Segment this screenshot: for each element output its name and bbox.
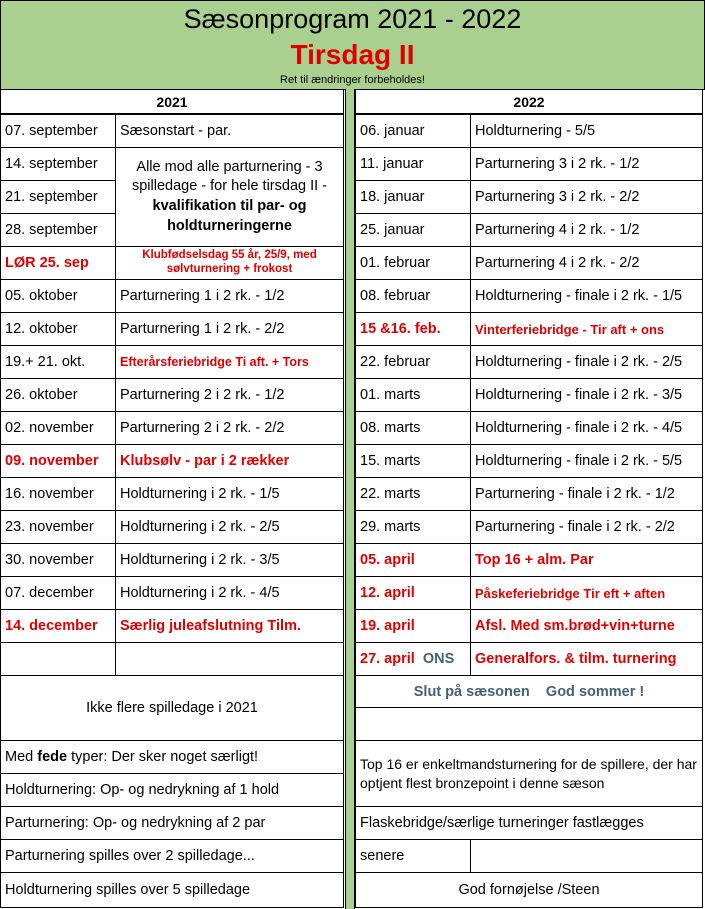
date-cell: 08. februar: [355, 279, 471, 313]
event-cell: Top 16 + alm. Par: [470, 543, 703, 577]
date-cell: 02. november: [0, 411, 116, 445]
page-subtitle: Tirsdag II: [290, 39, 415, 70]
date-cell: 11. januar: [355, 147, 471, 181]
date-cell: 07. december: [0, 576, 116, 610]
date-cell: 09. november: [0, 444, 116, 478]
column-divider: [345, 89, 355, 909]
date-cell: 12. oktober: [0, 312, 116, 346]
date-cell: 21. september: [0, 180, 116, 214]
date-cell: 22. februar: [355, 345, 471, 379]
event-cell: Parturnering 3 i 2 rk. - 2/2: [470, 180, 703, 214]
date-cell: 01. februar: [355, 246, 471, 280]
event-cell: Parturnering 3 i 2 rk. - 1/2: [470, 147, 703, 181]
event-cell: Holdturnering - finale i 2 rk. - 4/5: [470, 411, 703, 445]
top16-note: Top 16 er enkeltmandsturnering for de spillere, der har optjent flest bronzepoint i denne sæson: [355, 740, 703, 807]
legend-prefix: Med: [5, 749, 38, 765]
date-cell: 05. april: [355, 543, 471, 577]
event-cell: Efterårsferiebridge Ti aft. + Tors: [115, 345, 344, 379]
date-cell: 05. oktober: [0, 279, 116, 313]
event-cell: Parturnering 4 i 2 rk. - 1/2: [470, 213, 703, 247]
event-cell: Holdturnering i 2 rk. - 4/5: [115, 576, 344, 610]
event-cell: Holdturnering - finale i 2 rk. - 3/5: [470, 378, 703, 412]
blank-cell: [355, 707, 703, 741]
event-cell: Parturnering 1 i 2 rk. - 2/2: [115, 312, 344, 346]
event-cell: Påskeferiebridge Tir eft + aften: [470, 576, 703, 610]
rule-note: Parturnering: Op- og nedrykning af 2 par: [0, 806, 344, 840]
rule-note: Parturnering spilles over 2 spilledage...: [0, 839, 344, 873]
date-cell: 26. oktober: [0, 378, 116, 412]
event-cell: Generalfors. & tilm. turnering: [470, 642, 703, 676]
event-cell: Holdturnering i 2 rk. - 3/5: [115, 543, 344, 577]
date-cell: 07. september: [0, 114, 116, 148]
event-cell: Holdturnering - finale i 2 rk. - 1/5: [470, 279, 703, 313]
event-cell: Afsl. Med sm.brød+vin+turne: [470, 609, 703, 643]
farewell-signature: God fornøjelse /Steen: [355, 872, 703, 908]
event-cell: Sæsonstart - par.: [115, 114, 344, 148]
event-cell: Holdturnering i 2 rk. - 1/5: [115, 477, 344, 511]
event-cell: Holdturnering i 2 rk. - 2/5: [115, 510, 344, 544]
date-cell: 29. marts: [355, 510, 471, 544]
merged-event-cell: [115, 147, 344, 247]
merged-event-bold: kvalifikation til par- og holdturneringerne: [152, 198, 307, 234]
date-cell: [0, 642, 116, 676]
event-cell: Parturnering - finale i 2 rk. - 1/2: [470, 477, 703, 511]
legend-bold: fede: [37, 749, 68, 765]
disclaimer-note: Ret til ændringer forbeholdes!: [280, 74, 425, 86]
event-cell: Parturnering 4 i 2 rk. - 2/2: [470, 246, 703, 280]
blank-cell: [470, 839, 703, 873]
event-cell: Vinterferiebridge - Tir aft + ons: [470, 312, 703, 346]
date-cell: 15 &16. feb.: [355, 312, 471, 346]
legend-suffix: typer: Der sker noget særligt!: [67, 749, 259, 765]
date-cell: 01. marts: [355, 378, 471, 412]
event-cell: Klubfødselsdag 55 år, 25/9, med sølvturnering + frokost: [115, 246, 344, 280]
date-cell: 06. januar: [355, 114, 471, 148]
season-end-text: Slut på sæsonen: [413, 683, 530, 700]
date-cell: 25. januar: [355, 213, 471, 247]
date-cell: 28. september: [0, 213, 116, 247]
later-note: senere: [355, 839, 471, 873]
event-cell: Særlig juleafslutning Tilm.: [115, 609, 344, 643]
rule-note: Holdturnering spilles over 5 spilledage: [0, 872, 344, 908]
date-cell: 08. marts: [355, 411, 471, 445]
date-cell: 14. december: [0, 609, 116, 643]
event-cell: Holdturnering - finale i 2 rk. - 2/5: [470, 345, 703, 379]
date-cell: 12. april: [355, 576, 471, 610]
event-cell: Holdturnering - finale i 2 rk. - 5/5: [470, 444, 703, 478]
date-text: 27. april: [360, 651, 415, 667]
flaskebridge-note: Flaskebridge/særlige turneringer fastlægges: [355, 806, 703, 840]
season-end-note: [355, 675, 703, 708]
date-cell: [355, 642, 471, 676]
page-title: Sæsonprogram 2021 - 2022: [183, 4, 522, 34]
date-cell: 19. april: [355, 609, 471, 643]
weekday-tag: ONS: [422, 651, 455, 667]
date-cell: LØR 25. sep: [0, 246, 116, 280]
event-cell: Parturnering - finale i 2 rk. - 2/2: [470, 510, 703, 544]
date-cell: 19.+ 21. okt.: [0, 345, 116, 379]
event-cell: Parturnering 2 i 2 rk. - 1/2: [115, 378, 344, 412]
merged-event-plain: Alle mod alle parturnering - 3 spilledage - for hele tirsdag II -: [131, 158, 328, 195]
date-cell: 23. november: [0, 510, 116, 544]
no-more-days-note: Ikke flere spilledage i 2021: [0, 675, 344, 741]
event-cell: Parturnering 1 i 2 rk. - 1/2: [115, 279, 344, 313]
date-cell: 18. januar: [355, 180, 471, 214]
date-cell: 30. november: [0, 543, 116, 577]
year-header-2021: 2021: [0, 89, 344, 114]
date-cell: 22. marts: [355, 477, 471, 511]
event-cell: Holdturnering - 5/5: [470, 114, 703, 148]
event-cell: Klubsølv - par i 2 rækker: [115, 444, 344, 478]
date-cell: 15. marts: [355, 444, 471, 478]
date-cell: 16. november: [0, 477, 116, 511]
event-cell: [115, 642, 344, 676]
event-cell: Parturnering 2 i 2 rk. - 2/2: [115, 411, 344, 445]
date-cell: 14. september: [0, 147, 116, 181]
summer-greeting: God sommer !: [545, 683, 645, 700]
rule-note: Holdturnering: Op- og nedrykning af 1 hold: [0, 773, 344, 807]
year-header-2022: 2022: [355, 89, 703, 114]
title-banner: [0, 0, 705, 90]
legend-note: [0, 740, 344, 774]
